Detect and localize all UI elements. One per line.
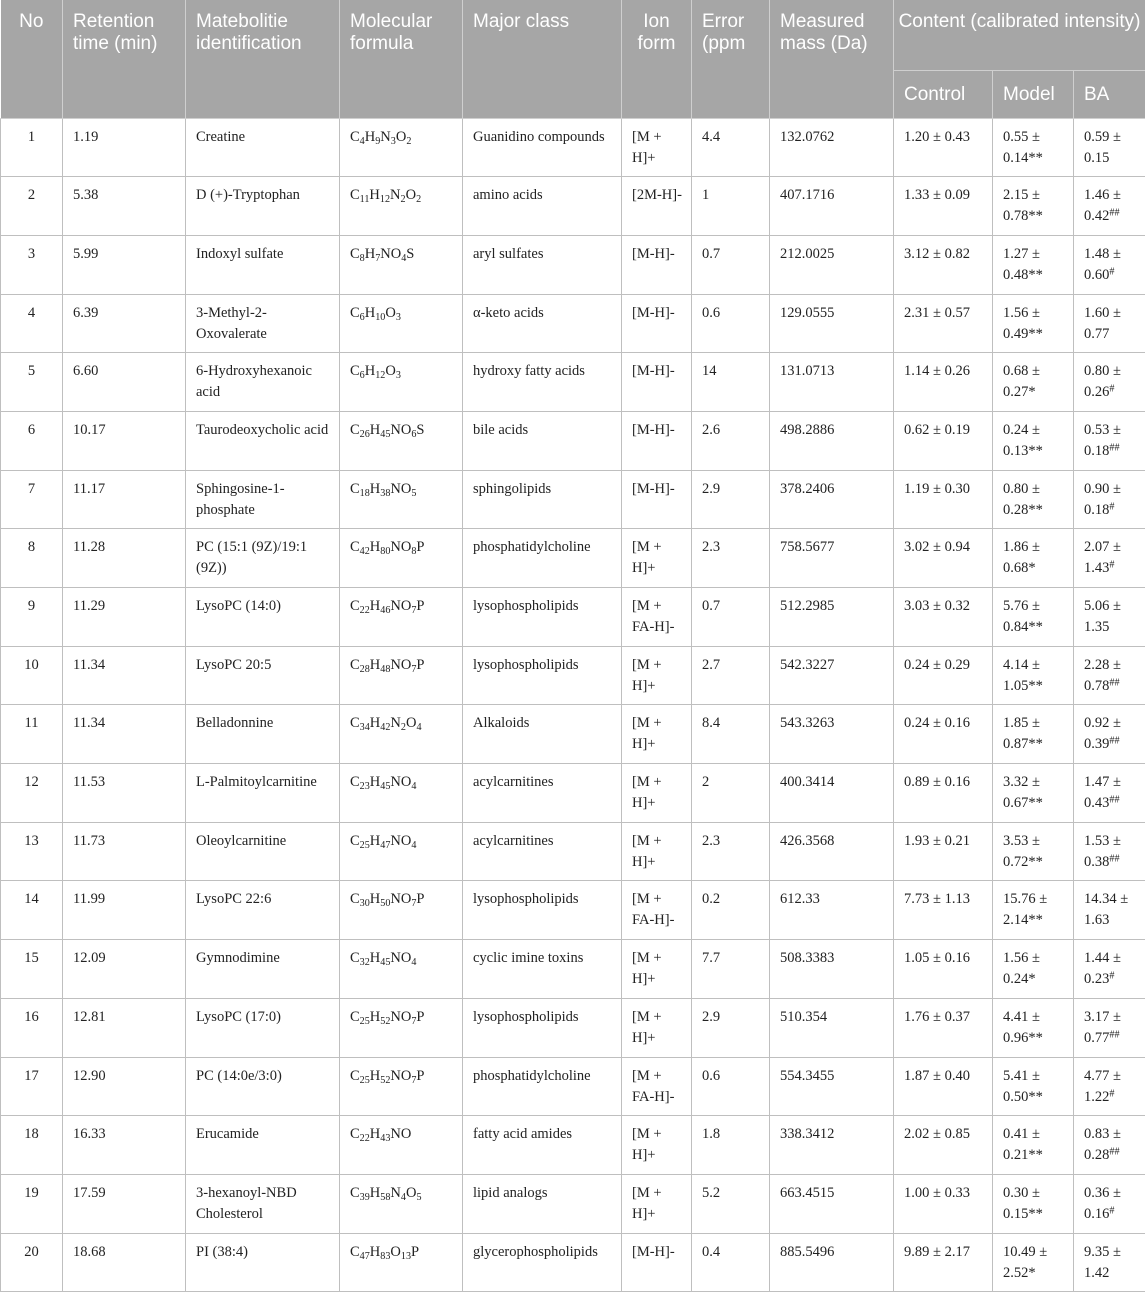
cell-ion-form: [M-H]- [622, 353, 692, 412]
cell-identification: LysoPC (17:0) [186, 998, 340, 1057]
cell-ba: 14.34 ± 1.63 [1074, 881, 1145, 940]
table-row [1, 646, 1145, 705]
cell-no: 10 [1, 646, 63, 705]
header-no: No [1, 0, 63, 118]
cell-formula: $C_8H_7NO_4S$ [340, 235, 463, 294]
cell-measured-mass: 426.3568 [770, 822, 894, 881]
table-row [1, 998, 1145, 1057]
cell-formula: $C_{42}H_{80}NO_8P$ [340, 529, 463, 588]
cell-ba: 0.36 ± 0.16# [1074, 1174, 1145, 1233]
cell-ba: 4.77 ± 1.22# [1074, 1057, 1145, 1116]
cell-control: 0.62 ± 0.19 [894, 411, 993, 470]
cell-retention-time: 11.99 [63, 881, 186, 940]
cell-no: 8 [1, 529, 63, 588]
cell-error: 2 [692, 764, 770, 823]
cell-formula: $C_{34}H_{42}N_2O_4$ [340, 705, 463, 764]
header-model: Model [993, 70, 1074, 118]
cell-error: 0.6 [692, 1057, 770, 1116]
cell-no: 19 [1, 1174, 63, 1233]
table-row [1, 118, 1145, 177]
cell-ba: 0.83 ± 0.28## [1074, 1116, 1145, 1175]
cell-formula: $C_{47}H_{83}O_{13}P$ [340, 1233, 463, 1292]
cell-model: 3.32 ± 0.67** [993, 764, 1074, 823]
header-major-class: Major class [463, 0, 622, 118]
cell-error: 0.7 [692, 588, 770, 647]
cell-error: 0.6 [692, 294, 770, 353]
cell-formula: $C_6H_{10}O_3$ [340, 294, 463, 353]
cell-control: 0.24 ± 0.29 [894, 646, 993, 705]
cell-ba: 1.46 ± 0.42## [1074, 177, 1145, 236]
cell-no: 3 [1, 235, 63, 294]
cell-identification: D (+)-Tryptophan [186, 177, 340, 236]
cell-control: 1.14 ± 0.26 [894, 353, 993, 412]
cell-model: 3.53 ± 0.72** [993, 822, 1074, 881]
cell-model: 4.41 ± 0.96** [993, 998, 1074, 1057]
cell-no: 15 [1, 940, 63, 999]
table-row [1, 881, 1145, 940]
cell-measured-mass: 131.0713 [770, 353, 894, 412]
cell-retention-time: 11.34 [63, 646, 186, 705]
cell-ba: 1.60 ± 0.77 [1074, 294, 1145, 353]
cell-control: 3.03 ± 0.32 [894, 588, 993, 647]
header-ion-form: Ion form [622, 0, 692, 118]
cell-major-class: acylcarnitines [463, 822, 622, 881]
cell-formula: $C_{22}H_{43}NO$ [340, 1116, 463, 1175]
cell-model: 0.41 ± 0.21** [993, 1116, 1074, 1175]
cell-major-class: phosphatidylcholine [463, 1057, 622, 1116]
cell-ion-form: [M + FA-H]- [622, 588, 692, 647]
cell-no: 12 [1, 764, 63, 823]
cell-formula: $C_{25}H_{52}NO_7P$ [340, 1057, 463, 1116]
cell-error: 2.6 [692, 411, 770, 470]
cell-model: 1.56 ± 0.24* [993, 940, 1074, 999]
table-row [1, 294, 1145, 353]
header-error: Error (ppm [692, 0, 770, 118]
cell-ion-form: [M + FA-H]- [622, 881, 692, 940]
cell-model: 5.41 ± 0.50** [993, 1057, 1074, 1116]
cell-no: 2 [1, 177, 63, 236]
cell-ba: 3.17 ± 0.77## [1074, 998, 1145, 1057]
cell-measured-mass: 663.4515 [770, 1174, 894, 1233]
cell-major-class: lysophospholipids [463, 881, 622, 940]
cell-error: 2.9 [692, 470, 770, 529]
table-row [1, 529, 1145, 588]
cell-retention-time: 5.99 [63, 235, 186, 294]
cell-measured-mass: 400.3414 [770, 764, 894, 823]
cell-retention-time: 18.68 [63, 1233, 186, 1292]
cell-identification: Taurodeoxycholic acid [186, 411, 340, 470]
cell-retention-time: 11.17 [63, 470, 186, 529]
cell-error: 1.8 [692, 1116, 770, 1175]
cell-major-class: cyclic imine toxins [463, 940, 622, 999]
cell-major-class: aryl sulfates [463, 235, 622, 294]
cell-measured-mass: 407.1716 [770, 177, 894, 236]
cell-ba: 0.59 ± 0.15 [1074, 118, 1145, 177]
cell-ion-form: [M + H]+ [622, 118, 692, 177]
cell-model: 0.80 ± 0.28** [993, 470, 1074, 529]
cell-measured-mass: 758.5677 [770, 529, 894, 588]
cell-retention-time: 6.39 [63, 294, 186, 353]
table-row [1, 177, 1145, 236]
cell-measured-mass: 338.3412 [770, 1116, 894, 1175]
cell-control: 1.20 ± 0.43 [894, 118, 993, 177]
cell-ion-form: [M + H]+ [622, 1174, 692, 1233]
cell-model: 1.56 ± 0.49** [993, 294, 1074, 353]
cell-control: 7.73 ± 1.13 [894, 881, 993, 940]
cell-major-class: lysophospholipids [463, 998, 622, 1057]
cell-retention-time: 10.17 [63, 411, 186, 470]
cell-no: 9 [1, 588, 63, 647]
cell-no: 14 [1, 881, 63, 940]
cell-error: 4.4 [692, 118, 770, 177]
cell-control: 0.89 ± 0.16 [894, 764, 993, 823]
cell-model: 0.68 ± 0.27* [993, 353, 1074, 412]
cell-control: 3.12 ± 0.82 [894, 235, 993, 294]
cell-ion-form: [M + FA-H]- [622, 1057, 692, 1116]
cell-measured-mass: 543.3263 [770, 705, 894, 764]
table-row [1, 353, 1145, 412]
cell-control: 1.00 ± 0.33 [894, 1174, 993, 1233]
cell-no: 20 [1, 1233, 63, 1292]
cell-ba: 1.48 ± 0.60# [1074, 235, 1145, 294]
cell-retention-time: 11.34 [63, 705, 186, 764]
cell-measured-mass: 508.3383 [770, 940, 894, 999]
cell-formula: $C_6H_{12}O_3$ [340, 353, 463, 412]
cell-measured-mass: 512.2985 [770, 588, 894, 647]
cell-formula: $C_{39}H_{58}N_4O_5$ [340, 1174, 463, 1233]
cell-control: 1.19 ± 0.30 [894, 470, 993, 529]
header-control: Control [894, 70, 993, 118]
cell-major-class: α-keto acids [463, 294, 622, 353]
cell-error: 2.7 [692, 646, 770, 705]
cell-ion-form: [M + H]+ [622, 646, 692, 705]
cell-formula: $C_{25}H_{52}NO_7P$ [340, 998, 463, 1057]
cell-measured-mass: 132.0762 [770, 118, 894, 177]
cell-formula: $C_{23}H_{45}NO_4$ [340, 764, 463, 823]
cell-major-class: amino acids [463, 177, 622, 236]
cell-ion-form: [2M-H]- [622, 177, 692, 236]
table-body [1, 118, 1145, 1292]
cell-formula: $C_{11}H_{12}N_2O_2$ [340, 177, 463, 236]
cell-measured-mass: 498.2886 [770, 411, 894, 470]
cell-no: 1 [1, 118, 63, 177]
cell-model: 15.76 ± 2.14** [993, 881, 1074, 940]
cell-identification: PC (15:1 (9Z)/19:1 (9Z)) [186, 529, 340, 588]
cell-ba: 9.35 ± 1.42 [1074, 1233, 1145, 1292]
cell-no: 18 [1, 1116, 63, 1175]
cell-ion-form: [M-H]- [622, 235, 692, 294]
cell-no: 17 [1, 1057, 63, 1116]
cell-ba: 0.90 ± 0.18# [1074, 470, 1145, 529]
cell-formula: $C_{18}H_{38}NO_5$ [340, 470, 463, 529]
cell-identification: PC (14:0e/3:0) [186, 1057, 340, 1116]
cell-major-class: acylcarnitines [463, 764, 622, 823]
header-measured-mass: Measured mass (Da) [770, 0, 894, 118]
cell-ion-form: [M + H]+ [622, 764, 692, 823]
cell-ion-form: [M-H]- [622, 411, 692, 470]
cell-error: 5.2 [692, 1174, 770, 1233]
table-row [1, 470, 1145, 529]
cell-formula: $C_{22}H_{46}NO_7P$ [340, 588, 463, 647]
cell-measured-mass: 378.2406 [770, 470, 894, 529]
cell-model: 0.24 ± 0.13** [993, 411, 1074, 470]
cell-retention-time: 17.59 [63, 1174, 186, 1233]
cell-retention-time: 11.28 [63, 529, 186, 588]
cell-model: 1.27 ± 0.48** [993, 235, 1074, 294]
cell-identification: L-Palmitoylcarnitine [186, 764, 340, 823]
cell-measured-mass: 612.33 [770, 881, 894, 940]
cell-no: 16 [1, 998, 63, 1057]
cell-model: 1.85 ± 0.87** [993, 705, 1074, 764]
cell-ba: 5.06 ± 1.35 [1074, 588, 1145, 647]
cell-ba: 1.53 ± 0.38## [1074, 822, 1145, 881]
cell-ba: 1.44 ± 0.23# [1074, 940, 1145, 999]
cell-identification: Indoxyl sulfate [186, 235, 340, 294]
cell-error: 8.4 [692, 705, 770, 764]
cell-no: 5 [1, 353, 63, 412]
cell-identification: LysoPC 22:6 [186, 881, 340, 940]
cell-ion-form: [M-H]- [622, 294, 692, 353]
cell-model: 10.49 ± 2.52* [993, 1233, 1074, 1292]
cell-identification: 6-Hydroxyhexanoic acid [186, 353, 340, 412]
cell-retention-time: 12.09 [63, 940, 186, 999]
header-molecular-formula: Molecular formula [340, 0, 463, 118]
cell-formula: $C_{26}H_{45}NO_6S$ [340, 411, 463, 470]
cell-control: 1.93 ± 0.21 [894, 822, 993, 881]
cell-retention-time: 12.81 [63, 998, 186, 1057]
cell-measured-mass: 554.3455 [770, 1057, 894, 1116]
cell-major-class: phosphatidylcholine [463, 529, 622, 588]
cell-retention-time: 11.29 [63, 588, 186, 647]
cell-control: 9.89 ± 2.17 [894, 1233, 993, 1292]
cell-model: 0.30 ± 0.15** [993, 1174, 1074, 1233]
cell-identification: LysoPC 20:5 [186, 646, 340, 705]
table-row [1, 588, 1145, 647]
cell-ion-form: [M + H]+ [622, 998, 692, 1057]
cell-formula: $C_4H_9N_3O_2$ [340, 118, 463, 177]
cell-no: 7 [1, 470, 63, 529]
cell-identification: Gymnodimine [186, 940, 340, 999]
cell-identification: Sphingosine-1-phosphate [186, 470, 340, 529]
cell-ion-form: [M + H]+ [622, 529, 692, 588]
cell-measured-mass: 510.354 [770, 998, 894, 1057]
cell-major-class: lysophospholipids [463, 646, 622, 705]
cell-ba: 1.47 ± 0.43## [1074, 764, 1145, 823]
table-row [1, 940, 1145, 999]
cell-model: 5.76 ± 0.84** [993, 588, 1074, 647]
cell-no: 11 [1, 705, 63, 764]
cell-error: 2.3 [692, 822, 770, 881]
cell-identification: Oleoylcarnitine [186, 822, 340, 881]
cell-control: 3.02 ± 0.94 [894, 529, 993, 588]
cell-major-class: lysophospholipids [463, 588, 622, 647]
cell-major-class: glycerophospholipids [463, 1233, 622, 1292]
cell-ion-form: [M + H]+ [622, 705, 692, 764]
cell-major-class: lipid analogs [463, 1174, 622, 1233]
table-row [1, 1116, 1145, 1175]
table-row [1, 411, 1145, 470]
cell-control: 1.76 ± 0.37 [894, 998, 993, 1057]
cell-major-class: Alkaloids [463, 705, 622, 764]
cell-control: 1.87 ± 0.40 [894, 1057, 993, 1116]
cell-retention-time: 1.19 [63, 118, 186, 177]
cell-no: 6 [1, 411, 63, 470]
cell-ion-form: [M + H]+ [622, 822, 692, 881]
header-content: Content (calibrated intensity) [894, 0, 1145, 70]
cell-identification: Erucamide [186, 1116, 340, 1175]
cell-identification: LysoPC (14:0) [186, 588, 340, 647]
table-row [1, 235, 1145, 294]
cell-control: 1.33 ± 0.09 [894, 177, 993, 236]
cell-measured-mass: 212.0025 [770, 235, 894, 294]
cell-retention-time: 11.73 [63, 822, 186, 881]
cell-formula: $C_{28}H_{48}NO_7P$ [340, 646, 463, 705]
cell-retention-time: 16.33 [63, 1116, 186, 1175]
cell-error: 2.9 [692, 998, 770, 1057]
cell-model: 4.14 ± 1.05** [993, 646, 1074, 705]
table-row [1, 705, 1145, 764]
cell-control: 1.05 ± 0.16 [894, 940, 993, 999]
cell-ba: 0.80 ± 0.26# [1074, 353, 1145, 412]
cell-formula: $C_{32}H_{45}NO_4$ [340, 940, 463, 999]
cell-error: 1 [692, 177, 770, 236]
cell-ion-form: [M + H]+ [622, 940, 692, 999]
cell-ion-form: [M-H]- [622, 1233, 692, 1292]
table-row [1, 822, 1145, 881]
header-identification: Matebolitie identification [186, 0, 340, 118]
cell-error: 2.3 [692, 529, 770, 588]
cell-ba: 2.07 ± 1.43# [1074, 529, 1145, 588]
cell-retention-time: 11.53 [63, 764, 186, 823]
cell-identification: 3-hexanoyl-NBD Cholesterol [186, 1174, 340, 1233]
table-row [1, 1057, 1145, 1116]
cell-model: 0.55 ± 0.14** [993, 118, 1074, 177]
cell-ion-form: [M + H]+ [622, 1116, 692, 1175]
cell-no: 4 [1, 294, 63, 353]
cell-control: 0.24 ± 0.16 [894, 705, 993, 764]
cell-formula: $C_{30}H_{50}NO_7P$ [340, 881, 463, 940]
cell-error: 0.4 [692, 1233, 770, 1292]
cell-major-class: bile acids [463, 411, 622, 470]
cell-control: 2.31 ± 0.57 [894, 294, 993, 353]
cell-retention-time: 6.60 [63, 353, 186, 412]
cell-identification: Belladonnine [186, 705, 340, 764]
cell-ba: 2.28 ± 0.78## [1074, 646, 1145, 705]
table-row [1, 764, 1145, 823]
cell-control: 2.02 ± 0.85 [894, 1116, 993, 1175]
cell-ion-form: [M-H]- [622, 470, 692, 529]
table-row [1, 1174, 1145, 1233]
cell-retention-time: 12.90 [63, 1057, 186, 1116]
cell-ba: 0.53 ± 0.18## [1074, 411, 1145, 470]
cell-identification: 3-Methyl-2-Oxovalerate [186, 294, 340, 353]
header-retention-time: Retention time (min) [63, 0, 186, 118]
cell-no: 13 [1, 822, 63, 881]
cell-measured-mass: 542.3227 [770, 646, 894, 705]
cell-model: 1.86 ± 0.68* [993, 529, 1074, 588]
cell-major-class: Guanidino compounds [463, 118, 622, 177]
cell-error: 0.2 [692, 881, 770, 940]
cell-major-class: sphingolipids [463, 470, 622, 529]
header-ba: BA [1074, 70, 1145, 118]
cell-model: 2.15 ± 0.78** [993, 177, 1074, 236]
cell-major-class: hydroxy fatty acids [463, 353, 622, 412]
cell-ba: 0.92 ± 0.39## [1074, 705, 1145, 764]
cell-measured-mass: 885.5496 [770, 1233, 894, 1292]
cell-error: 7.7 [692, 940, 770, 999]
cell-error: 0.7 [692, 235, 770, 294]
cell-formula: $C_{25}H_{47}NO_4$ [340, 822, 463, 881]
table-row [1, 1233, 1145, 1292]
cell-retention-time: 5.38 [63, 177, 186, 236]
cell-measured-mass: 129.0555 [770, 294, 894, 353]
cell-identification: Creatine [186, 118, 340, 177]
cell-error: 14 [692, 353, 770, 412]
cell-major-class: fatty acid amides [463, 1116, 622, 1175]
cell-identification: PI (38:4) [186, 1233, 340, 1292]
